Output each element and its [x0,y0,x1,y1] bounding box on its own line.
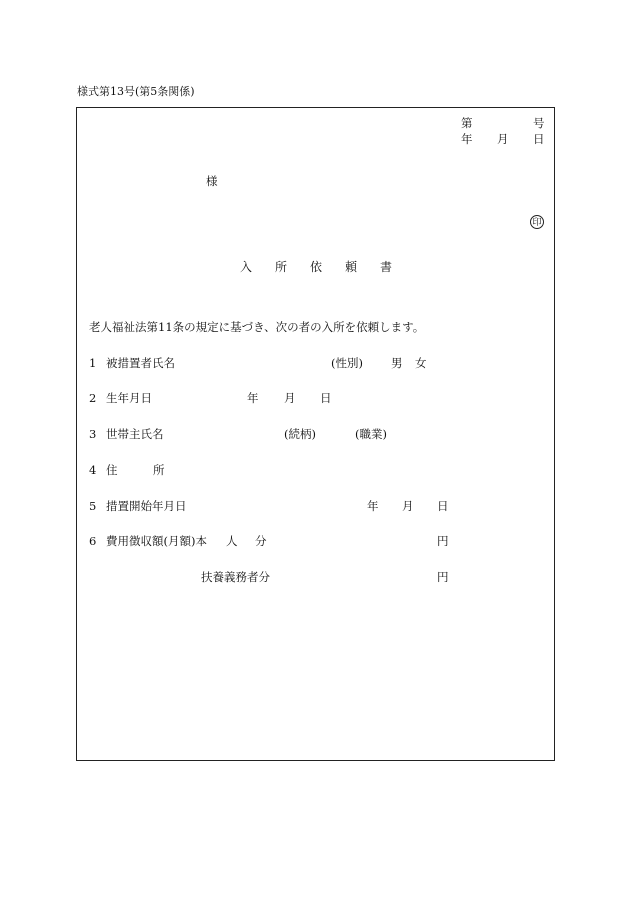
fee-label: 人 [226,534,238,548]
birth-day: 日 [320,391,332,405]
gender-label: (性別) [331,356,363,370]
date-year: 年 [461,132,473,146]
address-label: 所 [153,463,165,477]
document-number-suffix: 号 [533,116,545,130]
title-char: 所 [275,260,288,274]
household-head-label: 世帯主氏名 [106,427,164,441]
item-number: 3 [89,427,97,441]
title-char: 入 [240,260,253,274]
date-month: 月 [497,132,509,146]
birth-date-label: 生年月日 [106,391,152,405]
birth-month: 月 [284,391,296,405]
start-day: 日 [437,499,449,513]
seal-mark: 印 [530,215,544,229]
subject-name-label: 被措置者氏名 [106,356,175,370]
fee-label: 費用徴収額(月額)本 [106,534,207,548]
supporter-fee-label: 扶養義務者分 [201,570,270,584]
document-number-prefix: 第 [461,116,473,130]
body-text: 老人福祉法第11条の規定に基づき、次の者の入所を依頼します。 [89,320,425,334]
birth-year: 年 [247,391,259,405]
title-char: 書 [380,260,393,274]
title-char: 頼 [345,260,358,274]
gender-female: 女 [415,356,427,370]
start-month: 月 [402,499,414,513]
title-char: 依 [310,260,323,274]
start-date-label: 措置開始年月日 [106,499,187,513]
item-number: 2 [89,391,97,405]
item-number: 5 [89,499,97,513]
form-number: 様式第13号(第5条関係) [77,85,195,98]
fee-label: 分 [255,534,267,548]
item-number: 1 [89,356,97,370]
occupation-label: (職業) [355,427,387,441]
gender-male: 男 [391,356,403,370]
item-number: 4 [89,463,97,477]
addressee-honorific: 様 [206,174,218,188]
fee-yen: 円 [437,534,449,548]
date-day: 日 [533,132,545,146]
item-number: 6 [89,534,97,548]
supporter-fee-yen: 円 [437,570,449,584]
start-year: 年 [367,499,379,513]
relation-label: (続柄) [284,427,316,441]
address-label: 住 [106,463,118,477]
